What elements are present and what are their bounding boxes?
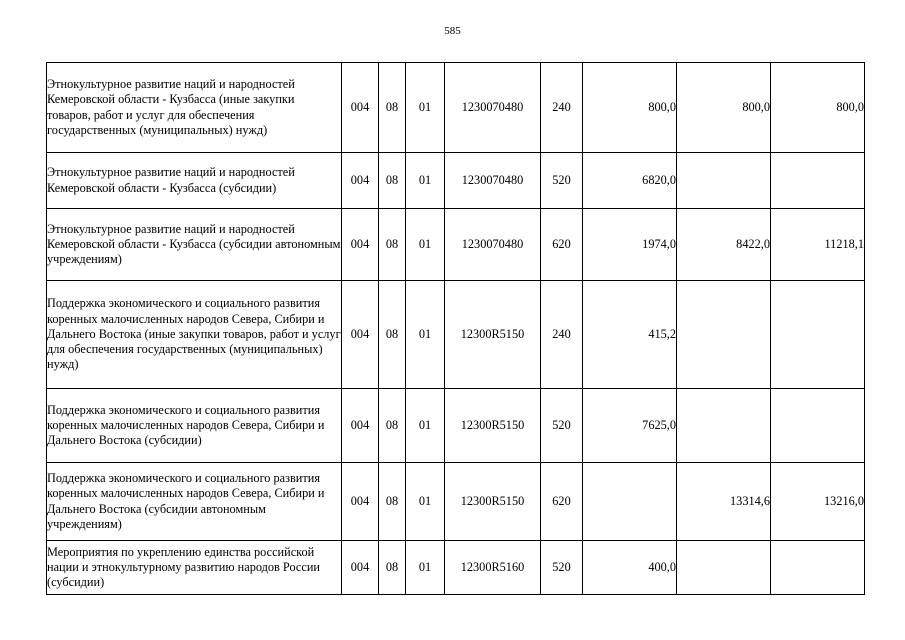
row-name: Поддержка экономического и социального развития коренных малочисленных народов Севера, Сибири и Дальнего Востока (иные закупки товаров, работ и услуг для обеспечения государственных (муниципальных) нужд) — [47, 281, 342, 389]
budget-table — [46, 62, 865, 595]
sum-year-1: 1974,0 — [583, 209, 677, 281]
table-body — [47, 63, 865, 595]
expense-type: 620 — [541, 209, 583, 281]
subsection-code: 01 — [406, 281, 445, 389]
table-row — [47, 463, 865, 541]
ministry-code: 004 — [342, 153, 379, 209]
table-row — [47, 281, 865, 389]
row-name: Этнокультурное развитие наций и народностей Кемеровской области - Кузбасса (субсидии) — [47, 153, 342, 209]
section-code: 08 — [379, 281, 406, 389]
sum-year-1: 6820,0 — [583, 153, 677, 209]
sum-year-3 — [771, 541, 865, 595]
ministry-code: 004 — [342, 541, 379, 595]
expense-type: 240 — [541, 63, 583, 153]
page-number: 585 — [444, 25, 461, 37]
sum-year-2 — [677, 153, 771, 209]
row-name: Поддержка экономического и социального развития коренных малочисленных народов Севера, Сибири и Дальнего Востока (субсидии автономным учреждениям) — [47, 463, 342, 541]
subsection-code: 01 — [406, 541, 445, 595]
ministry-code: 004 — [342, 209, 379, 281]
target-article: 12300R5160 — [445, 541, 541, 595]
target-article: 12300R5150 — [445, 281, 541, 389]
sum-year-1: 400,0 — [583, 541, 677, 595]
sum-year-2 — [677, 281, 771, 389]
sum-year-3: 13216,0 — [771, 463, 865, 541]
section-code: 08 — [379, 209, 406, 281]
expense-type: 240 — [541, 281, 583, 389]
subsection-code: 01 — [406, 63, 445, 153]
expense-type: 520 — [541, 153, 583, 209]
subsection-code: 01 — [406, 463, 445, 541]
section-code: 08 — [379, 541, 406, 595]
ministry-code: 004 — [342, 389, 379, 463]
sum-year-1 — [583, 463, 677, 541]
row-name: Этнокультурное развитие наций и народностей Кемеровской области - Кузбасса (иные закупки товаров, работ и услуг для обеспечения государственных (муниципальных) нужд) — [47, 63, 342, 153]
sum-year-3 — [771, 153, 865, 209]
target-article: 1230070480 — [445, 153, 541, 209]
row-name: Поддержка экономического и социального развития коренных малочисленных народов Севера, Сибири и Дальнего Востока (субсидии) — [47, 389, 342, 463]
section-code: 08 — [379, 63, 406, 153]
sum-year-1: 415,2 — [583, 281, 677, 389]
row-name: Мероприятия по укреплению единства российской нации и этнокультурному развитию народов России (субсидии) — [47, 541, 342, 595]
expense-type: 520 — [541, 389, 583, 463]
ministry-code: 004 — [342, 281, 379, 389]
table-row — [47, 541, 865, 595]
table-row — [47, 389, 865, 463]
section-code: 08 — [379, 463, 406, 541]
subsection-code: 01 — [406, 389, 445, 463]
subsection-code: 01 — [406, 209, 445, 281]
target-article: 1230070480 — [445, 209, 541, 281]
sum-year-1: 7625,0 — [583, 389, 677, 463]
table-row — [47, 153, 865, 209]
sum-year-2: 8422,0 — [677, 209, 771, 281]
target-article: 12300R5150 — [445, 463, 541, 541]
row-name: Этнокультурное развитие наций и народностей Кемеровской области - Кузбасса (субсидии автономным учреждениям) — [47, 209, 342, 281]
target-article: 12300R5150 — [445, 389, 541, 463]
expense-type: 520 — [541, 541, 583, 595]
expense-type: 620 — [541, 463, 583, 541]
sum-year-3: 11218,1 — [771, 209, 865, 281]
sum-year-2: 800,0 — [677, 63, 771, 153]
sum-year-2: 13314,6 — [677, 463, 771, 541]
sum-year-3 — [771, 389, 865, 463]
sum-year-1: 800,0 — [583, 63, 677, 153]
table-row — [47, 209, 865, 281]
sum-year-2 — [677, 389, 771, 463]
ministry-code: 004 — [342, 463, 379, 541]
ministry-code: 004 — [342, 63, 379, 153]
table-row — [47, 63, 865, 153]
sum-year-3: 800,0 — [771, 63, 865, 153]
subsection-code: 01 — [406, 153, 445, 209]
sum-year-3 — [771, 281, 865, 389]
section-code: 08 — [379, 153, 406, 209]
sum-year-2 — [677, 541, 771, 595]
section-code: 08 — [379, 389, 406, 463]
target-article: 1230070480 — [445, 63, 541, 153]
